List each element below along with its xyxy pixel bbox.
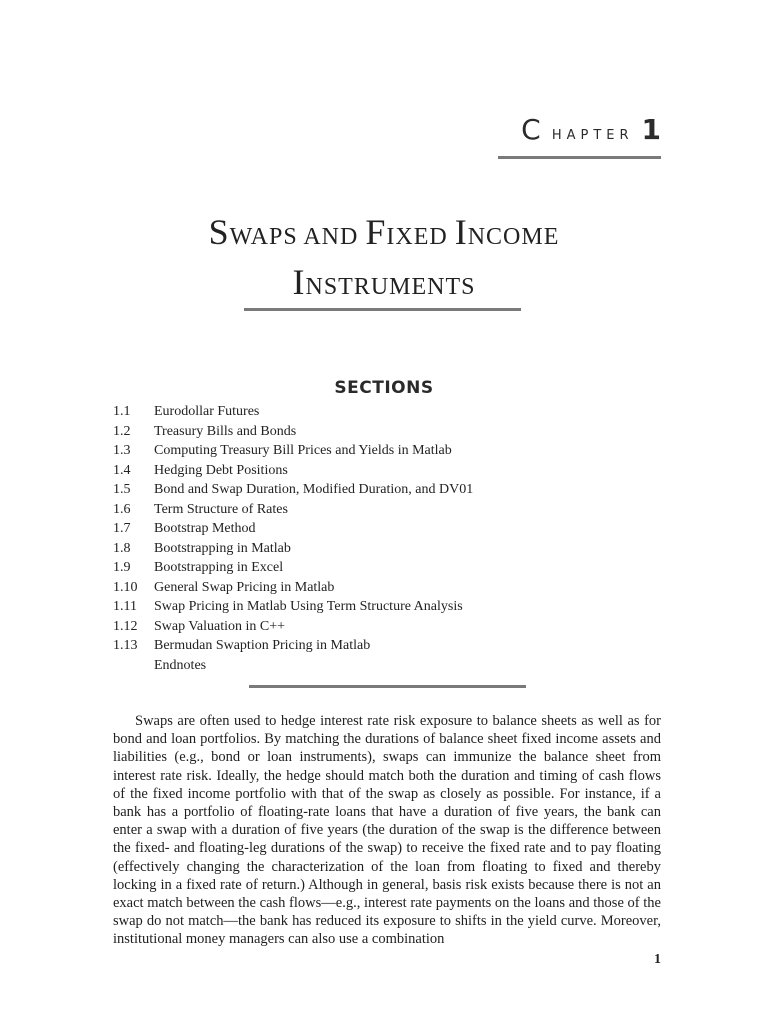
chapter-heading	[521, 113, 661, 146]
toc-section-title: Eurodollar Futures	[154, 404, 260, 419]
chapter-label-rest: HAPTER	[551, 128, 634, 143]
toc-section-number: 1.13	[113, 638, 138, 653]
title-word: IXED	[386, 224, 455, 250]
toc-row	[113, 656, 673, 676]
toc-row	[113, 617, 673, 637]
chapter-number: 1	[641, 113, 661, 146]
toc-section-title: Bond and Swap Duration, Modified Duration, and DV01	[154, 482, 474, 497]
toc-section-number: 1.7	[113, 521, 131, 536]
toc-section-number: 1.4	[113, 462, 131, 478]
toc-section-title: Computing Treasury Bill Prices and Yields in Matlab	[154, 443, 452, 458]
title-initial: S	[208, 212, 230, 252]
chapter-rule	[498, 156, 661, 159]
page-number: 1	[654, 952, 661, 967]
title-initial: I	[292, 262, 306, 302]
toc-row	[113, 597, 673, 617]
body-paragraph: Swaps are often used to hedge interest rate risk exposure to balance sheets as well as for bond and loan portfolios. By matching the durations of balance sheet fixed income assets and liabilities (e.g., bond or loan instruments), swaps can immunize the balance sheet from interest rate risk. Ideally, the hedge should match both the duration and timing of cash flows of the fixed income portfolio with that of the swap as closely as possible. For instance, if a bank has a portfolio of floating-rate loans that have a duration of five years, the bank can enter a swap with a duration of five years (the duration of the swap is the difference between the fixed- and floating-leg durations of the swap) to receive the fixed rate and to pay floating (effectively changing the characterization of the loan from floating to fixed and thereby locking in a fixed rate of return.) Although in general, basis risk exists because there is not an exact match between the cash flows—e.g., interest rate payments on the loans and those of the swap do not match—the bank has reduced its exposure to shifts in the yield curve. Moreover, institutional money managers can also use a combination	[113, 713, 661, 948]
chapter-title-line-1	[0, 210, 768, 260]
toc-section-title: Endnotes	[154, 657, 207, 673]
toc-section-title: Bermudan Swaption Pricing in Matlab	[154, 638, 371, 653]
title-initial: F	[365, 212, 387, 252]
title-word: WAPS AND	[229, 224, 366, 250]
toc-section-number: 1.6	[113, 501, 131, 517]
toc-section-number	[113, 656, 154, 676]
toc-section-title: Bootstrapping in Matlab	[154, 540, 291, 556]
table-of-contents	[113, 402, 673, 675]
toc-row	[113, 636, 673, 656]
toc-row	[113, 500, 673, 520]
chapter-title	[0, 210, 768, 310]
toc-section-number: 1.11	[113, 599, 137, 614]
toc-section-number: 1.3	[113, 443, 131, 458]
chapter-label	[521, 113, 634, 146]
toc-section-number: 1.1	[113, 404, 131, 419]
toc-section-title: Swap Valuation in C++	[154, 618, 286, 634]
toc-section-number: 1.8	[113, 540, 131, 556]
toc-section-title: Bootstrapping in Excel	[154, 560, 284, 575]
toc-row	[113, 441, 673, 461]
sections-heading: SECTIONS	[334, 378, 434, 398]
title-initial: I	[454, 212, 468, 252]
toc-row	[113, 519, 673, 539]
toc-section-title: Swap Pricing in Matlab Using Term Structure Analysis	[154, 599, 463, 614]
toc-section-number: 1.9	[113, 560, 131, 575]
title-rule	[244, 308, 521, 311]
toc-section-number: 1.10	[113, 579, 138, 595]
toc-row	[113, 480, 673, 500]
toc-row	[113, 422, 673, 442]
toc-row	[113, 461, 673, 481]
title-word: NSTRUMENTS	[305, 274, 476, 300]
title-word: NCOME	[467, 224, 560, 250]
toc-section-number: 1.2	[113, 423, 131, 439]
toc-section-title: Treasury Bills and Bonds	[154, 423, 297, 439]
toc-row	[113, 578, 673, 598]
toc-section-number: 1.5	[113, 482, 131, 497]
toc-rule	[249, 685, 526, 688]
toc-section-title: General Swap Pricing in Matlab	[154, 579, 335, 595]
toc-section-number: 1.12	[113, 618, 138, 634]
toc-section-title: Term Structure of Rates	[154, 501, 288, 517]
toc-section-title: Hedging Debt Positions	[154, 462, 288, 478]
toc-row	[113, 539, 673, 559]
toc-section-title: Bootstrap Method	[154, 521, 256, 536]
chapter-label-initial: C	[521, 113, 543, 146]
toc-row	[113, 402, 673, 422]
toc-row	[113, 558, 673, 578]
chapter-title-line-2	[0, 260, 768, 310]
